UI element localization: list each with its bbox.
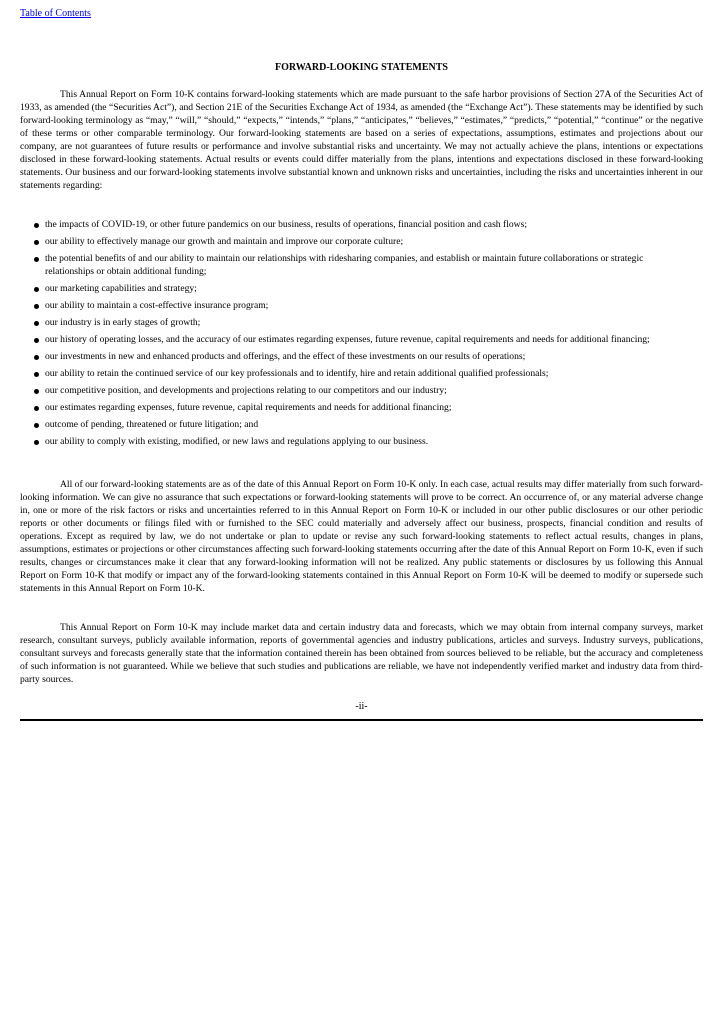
list-item: [20, 316, 703, 329]
list-item-text: our ability to maintain a cost-effective insurance program;: [45, 300, 269, 311]
list-item-text: our ability to retain the continued service of our key professionals and to identify, hire and retain additional qualified professionals;: [45, 368, 549, 379]
list-item: [20, 218, 703, 231]
list-item-text: our ability to effectively manage our growth and maintain and improve our corporate culture;: [45, 236, 404, 247]
list-item: [20, 299, 703, 312]
bullet-icon: [34, 287, 39, 292]
risk-bullet-list: [20, 218, 703, 452]
bullet-icon: [34, 223, 39, 228]
list-item: [20, 252, 703, 278]
bullet-icon: [34, 338, 39, 343]
list-item: [20, 367, 703, 380]
bullet-icon: [34, 440, 39, 445]
market-data-paragraph: This Annual Report on Form 10-K may include market data and certain industry data and forecasts, which we may obtain from internal company surveys, market research, consultant surveys, publicly available information, reports of governmental agencies and industry publications, articles and surveys. Industry surveys, publications, consultant surveys and forecasts generally state that the information contained therein has been obtained from sources believed to be reliable, but the accuracy and completeness of such information is not guaranteed. While we believe that such studies and publications are reliable, we have not independently verified market and industry data from third-party sources.: [20, 622, 703, 685]
table-of-contents-link[interactable]: Table of Contents: [20, 8, 91, 19]
page-number: -ii-: [355, 701, 368, 712]
list-item-text: our history of operating losses, and the accuracy of our estimates regarding expenses, future revenue, capital requirements and needs for additional financing;: [45, 334, 650, 345]
list-item: [20, 282, 703, 295]
bullet-icon: [34, 257, 39, 262]
list-item: [20, 401, 703, 414]
bullet-icon: [34, 321, 39, 326]
list-item-text: our ability to comply with existing, modified, or new laws and regulations applying to our business.: [45, 436, 429, 447]
list-item-text: our estimates regarding expenses, future revenue, capital requirements and needs for additional financing;: [45, 402, 452, 413]
page-divider: [20, 719, 703, 721]
list-item-text: our industry is in early stages of growth;: [45, 317, 201, 328]
bullet-icon: [34, 355, 39, 360]
list-item: [20, 235, 703, 248]
disclaimer-paragraph: All of our forward-looking statements are as of the date of this Annual Report on Form 10-K only. In each case, actual results may differ materially from such forward-looking information. We can give no assurance that such expectations or forward-looking statements will prove to be correct. An occurrence of, or any material adverse change in, one or more of the risk factors or risks and uncertainties referred to in this Annual Report on Form 10-K or included in our other public disclosures or our other periodic reports or other documents or filings filed with or furnished to the SEC could materially and adversely affect our business, prospects, financial condition and results of operations. Except as required by law, we do not undertake or plan to update or revise any such forward-looking statements to reflect actual results, changes in plans, assumptions, estimates or projections or other circumstances affecting such forward-looking statements occurring after the date of this Annual Report on Form 10-K, even if such results, changes or circumstances make it clear that any forward-looking information will not be realized. Any public statements or disclosures by us following this Annual Report on Form 10-K that modify or impact any of the forward-looking statements contained in this Annual Report on Form 10-K will be deemed to modify or supersede such statements in this Annual Report on Form 10-K.: [20, 479, 703, 594]
list-item: [20, 350, 703, 363]
list-item-text: our competitive position, and developments and projections relating to our competitors and our industry;: [45, 385, 447, 396]
list-item-text: our investments in new and enhanced products and offerings, and the effect of these investments on our results of operations;: [45, 351, 526, 362]
intro-paragraph: This Annual Report on Form 10-K contains forward-looking statements which are made pursuant to the safe harbor provisions of Section 27A of the Securities Act of 1933, as amended (the “Securities Act”), and Section 21E of the Securities Exchange Act of 1934, as amended (the “Exchange Act”). These statements may be identified by such forward-looking terminology as “may,” “will,” “should,” “expects,” “intends,” “plans,” “anticipates,” “believes,” “estimates,” “predicts,” “potential,” “continue” or the negative of these terms or other comparable terminology. Our forward-looking statements are based on a series of expectations, assumptions, estimates and projections about our company, are not guarantees of future results or performance and involve substantial risks and uncertainty. We may not actually achieve the plans, intentions or expectations disclosed in these forward-looking statements. Actual results or events could differ materially from the plans, intentions and expectations disclosed in these forward-looking statements. Our business and our forward-looking statements involve substantial known and unknown risks and uncertainties, including the risks and uncertainties inherent in our statements regarding:: [20, 89, 703, 191]
bullet-icon: [34, 423, 39, 428]
list-item: [20, 333, 703, 346]
list-item-text: our marketing capabilities and strategy;: [45, 283, 197, 294]
bullet-icon: [34, 389, 39, 394]
list-item: [20, 384, 703, 397]
list-item-text: the potential benefits of and our ability to maintain our relationships with ridesharing companies, and establish or maintain future collaborations or strategic relationships or obtain additional funding;: [45, 253, 644, 277]
list-item-text: the impacts of COVID-19, or other future pandemics on our business, results of operations, financial position and cash flows;: [45, 219, 527, 230]
bullet-icon: [34, 304, 39, 309]
bullet-icon: [34, 240, 39, 245]
list-item: [20, 418, 703, 431]
bullet-icon: [34, 372, 39, 377]
bullet-icon: [34, 406, 39, 411]
list-item-text: outcome of pending, threatened or future litigation; and: [45, 419, 259, 430]
section-heading: FORWARD-LOOKING STATEMENTS: [275, 62, 448, 73]
list-item: [20, 435, 703, 448]
